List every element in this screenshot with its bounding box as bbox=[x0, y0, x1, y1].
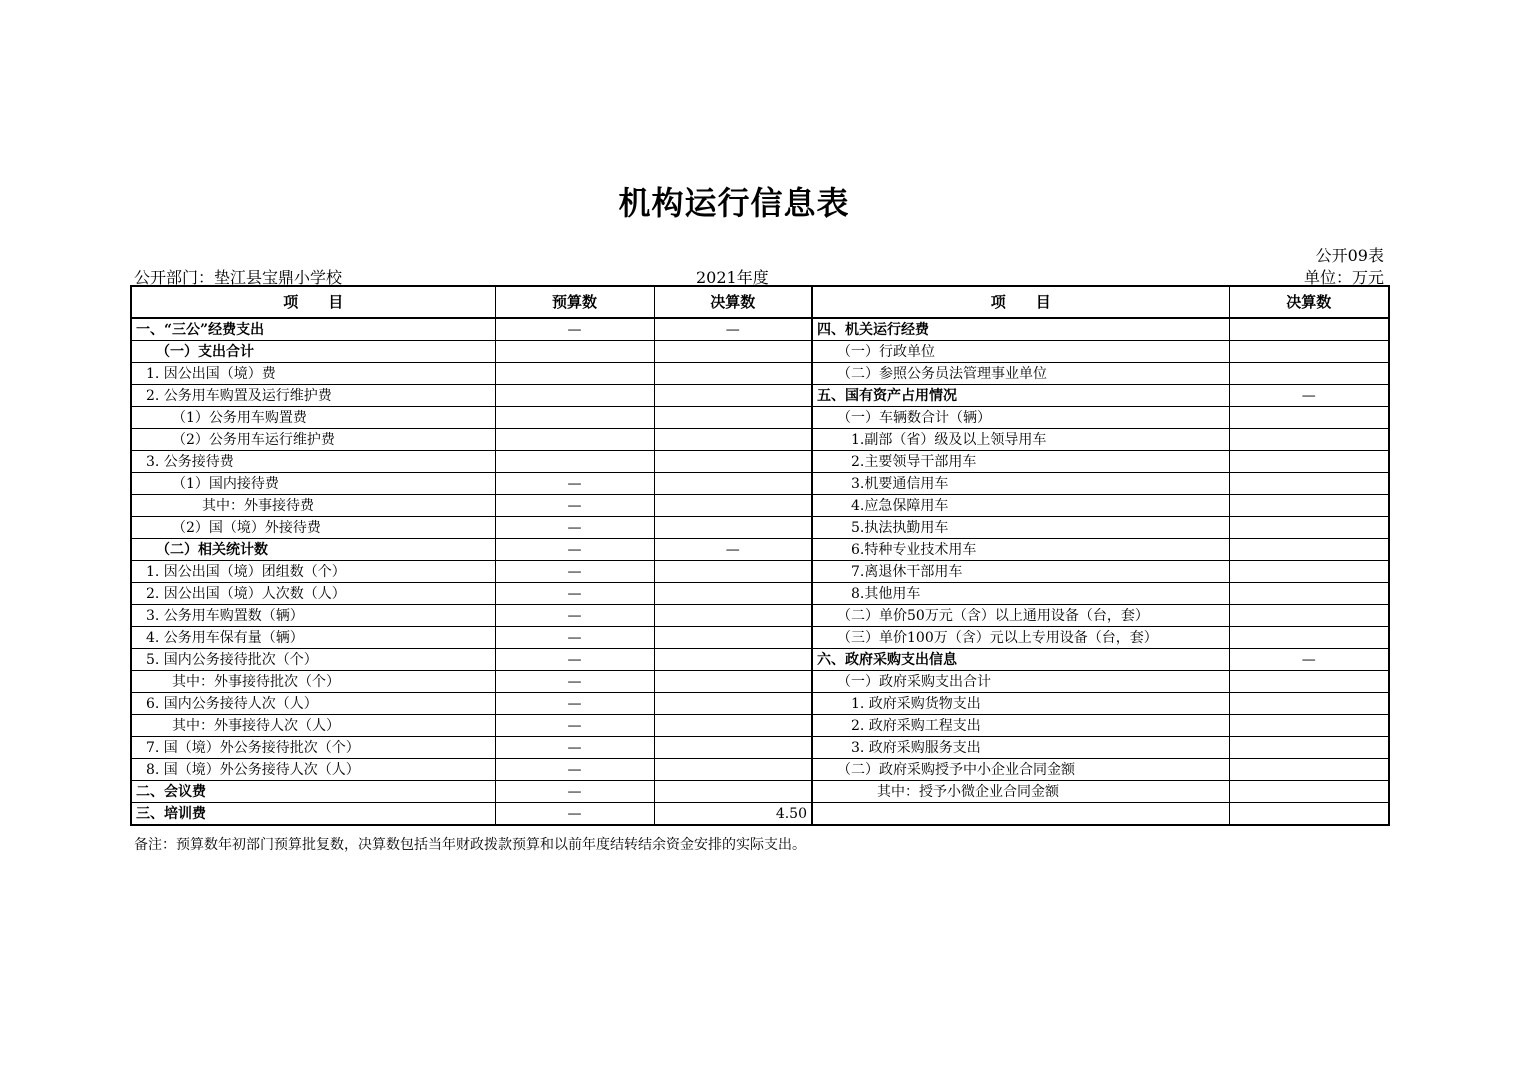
header-row bbox=[131, 286, 1389, 318]
final-cell bbox=[654, 737, 812, 759]
budget-cell bbox=[495, 407, 654, 429]
right-final-cell bbox=[1229, 759, 1389, 781]
final-cell bbox=[654, 671, 812, 693]
right-item-cell: 1.副部（省）级及以上领导用车 bbox=[812, 429, 1229, 451]
final-cell bbox=[654, 781, 812, 803]
final-cell bbox=[654, 693, 812, 715]
right-item-cell: 3.机要通信用车 bbox=[812, 473, 1229, 495]
table-row bbox=[131, 385, 1389, 407]
budget-cell: — bbox=[495, 495, 654, 517]
budget-cell: — bbox=[495, 517, 654, 539]
header-final: 决算数 bbox=[654, 286, 812, 318]
final-cell: 4.50 bbox=[654, 803, 812, 826]
final-cell bbox=[654, 759, 812, 781]
left-item-cell: （2）公务用车运行维护费 bbox=[131, 429, 495, 451]
table-row bbox=[131, 627, 1389, 649]
header-right-item: 项 目 bbox=[812, 286, 1229, 318]
right-item-cell: （二）单价50万元（含）以上通用设备（台，套） bbox=[812, 605, 1229, 627]
budget-cell: — bbox=[495, 693, 654, 715]
table-row bbox=[131, 517, 1389, 539]
budget-cell: — bbox=[495, 803, 654, 826]
right-item-cell: 六、政府采购支出信息 bbox=[812, 649, 1229, 671]
budget-cell: — bbox=[495, 627, 654, 649]
final-cell bbox=[654, 605, 812, 627]
right-final-cell bbox=[1229, 495, 1389, 517]
right-item-cell: （一）政府采购支出合计 bbox=[812, 671, 1229, 693]
table-row bbox=[131, 803, 1389, 826]
budget-cell: — bbox=[495, 561, 654, 583]
final-cell bbox=[654, 517, 812, 539]
left-item-cell: 一、“三公”经费支出 bbox=[131, 318, 495, 341]
table-row bbox=[131, 737, 1389, 759]
final-cell bbox=[654, 407, 812, 429]
budget-cell: — bbox=[495, 318, 654, 341]
table-row bbox=[131, 715, 1389, 737]
table-row bbox=[131, 429, 1389, 451]
left-item-cell: 其中：外事接待批次（个） bbox=[131, 671, 495, 693]
final-cell bbox=[654, 583, 812, 605]
final-cell bbox=[654, 363, 812, 385]
left-item-cell: 6. 国内公务接待人次（人） bbox=[131, 693, 495, 715]
table-row bbox=[131, 407, 1389, 429]
right-final-cell bbox=[1229, 318, 1389, 341]
right-item-cell: 2. 政府采购工程支出 bbox=[812, 715, 1229, 737]
table-row bbox=[131, 539, 1389, 561]
right-item-cell: 其中：授予小微企业合同金额 bbox=[812, 781, 1229, 803]
page-title: 机构运行信息表 bbox=[618, 184, 850, 222]
fiscal-year: 2021年度 bbox=[696, 268, 769, 287]
budget-cell: — bbox=[495, 715, 654, 737]
left-item-cell: （一）支出合计 bbox=[131, 341, 495, 363]
right-final-cell bbox=[1229, 407, 1389, 429]
right-item-cell: 8.其他用车 bbox=[812, 583, 1229, 605]
right-item-cell: 2.主要领导干部用车 bbox=[812, 451, 1229, 473]
footnote: 备注：预算数年初部门预算批复数，决算数包括当年财政拨款预算和以前年度结转结余资金安排的实际支出。 bbox=[134, 837, 806, 853]
header-right-final: 决算数 bbox=[1229, 286, 1389, 318]
right-final-cell bbox=[1229, 341, 1389, 363]
final-cell bbox=[654, 649, 812, 671]
department-label: 公开部门：垫江县宝鼎小学校 bbox=[134, 268, 343, 287]
final-cell: — bbox=[654, 539, 812, 561]
left-item-cell: 三、培训费 bbox=[131, 803, 495, 826]
right-item-cell: （三）单价100万（含）元以上专用设备（台，套） bbox=[812, 627, 1229, 649]
header-budget: 预算数 bbox=[495, 286, 654, 318]
right-item-cell bbox=[812, 803, 1229, 826]
left-item-cell: 1. 因公出国（境）费 bbox=[131, 363, 495, 385]
right-item-cell: 5.执法执勤用车 bbox=[812, 517, 1229, 539]
budget-cell bbox=[495, 451, 654, 473]
left-item-cell: 1. 因公出国（境）团组数（个） bbox=[131, 561, 495, 583]
right-final-cell bbox=[1229, 605, 1389, 627]
unit-label: 单位：万元 bbox=[1303, 268, 1384, 287]
final-cell bbox=[654, 451, 812, 473]
right-item-cell: 1. 政府采购货物支出 bbox=[812, 693, 1229, 715]
budget-cell: — bbox=[495, 605, 654, 627]
right-final-cell bbox=[1229, 473, 1389, 495]
right-final-cell bbox=[1229, 737, 1389, 759]
right-final-cell bbox=[1229, 539, 1389, 561]
table-row bbox=[131, 341, 1389, 363]
right-item-cell: 4.应急保障用车 bbox=[812, 495, 1229, 517]
budget-cell bbox=[495, 385, 654, 407]
header-left-item: 项 目 bbox=[131, 286, 495, 318]
budget-cell: — bbox=[495, 539, 654, 561]
right-item-cell: 四、机关运行经费 bbox=[812, 318, 1229, 341]
right-final-cell bbox=[1229, 363, 1389, 385]
right-item-cell: 五、国有资产占用情况 bbox=[812, 385, 1229, 407]
left-item-cell: 二、会议费 bbox=[131, 781, 495, 803]
left-item-cell: 其中：外事接待费 bbox=[131, 495, 495, 517]
budget-cell: — bbox=[495, 737, 654, 759]
left-item-cell: 3. 公务用车购置数（辆） bbox=[131, 605, 495, 627]
left-item-cell: 4. 公务用车保有量（辆） bbox=[131, 627, 495, 649]
left-item-cell: （2）国（境）外接待费 bbox=[131, 517, 495, 539]
table-row bbox=[131, 649, 1389, 671]
form-code: 公开09表 bbox=[1315, 246, 1384, 265]
final-cell bbox=[654, 341, 812, 363]
final-cell bbox=[654, 473, 812, 495]
right-final-cell bbox=[1229, 517, 1389, 539]
right-final-cell bbox=[1229, 583, 1389, 605]
table-row bbox=[131, 318, 1389, 341]
budget-cell bbox=[495, 341, 654, 363]
right-final-cell: — bbox=[1229, 649, 1389, 671]
final-cell bbox=[654, 561, 812, 583]
table-row bbox=[131, 605, 1389, 627]
budget-cell: — bbox=[495, 473, 654, 495]
table-row bbox=[131, 693, 1389, 715]
budget-cell: — bbox=[495, 649, 654, 671]
table-row bbox=[131, 561, 1389, 583]
table-row bbox=[131, 583, 1389, 605]
budget-cell: — bbox=[495, 781, 654, 803]
budget-cell: — bbox=[495, 583, 654, 605]
left-item-cell: 8. 国（境）外公务接待人次（人） bbox=[131, 759, 495, 781]
final-cell: — bbox=[654, 318, 812, 341]
right-final-cell bbox=[1229, 671, 1389, 693]
table-row bbox=[131, 451, 1389, 473]
table-row bbox=[131, 671, 1389, 693]
right-final-cell bbox=[1229, 715, 1389, 737]
right-item-cell: （二）政府采购授予中小企业合同金额 bbox=[812, 759, 1229, 781]
table-row bbox=[131, 473, 1389, 495]
final-cell bbox=[654, 627, 812, 649]
final-cell bbox=[654, 385, 812, 407]
table-row bbox=[131, 363, 1389, 385]
left-item-cell: （二）相关统计数 bbox=[131, 539, 495, 561]
right-item-cell: 3. 政府采购服务支出 bbox=[812, 737, 1229, 759]
left-item-cell: 其中：外事接待人次（人） bbox=[131, 715, 495, 737]
table-row bbox=[131, 495, 1389, 517]
budget-cell: — bbox=[495, 671, 654, 693]
left-item-cell: 2. 公务用车购置及运行维护费 bbox=[131, 385, 495, 407]
budget-cell bbox=[495, 363, 654, 385]
right-final-cell bbox=[1229, 451, 1389, 473]
left-item-cell: （1）公务用车购置费 bbox=[131, 407, 495, 429]
right-item-cell: （一）车辆数合计（辆） bbox=[812, 407, 1229, 429]
right-item-cell: 6.特种专业技术用车 bbox=[812, 539, 1229, 561]
left-item-cell: 3. 公务接待费 bbox=[131, 451, 495, 473]
right-final-cell bbox=[1229, 429, 1389, 451]
final-cell bbox=[654, 429, 812, 451]
right-item-cell: 7.离退休干部用车 bbox=[812, 561, 1229, 583]
left-item-cell: （1）国内接待费 bbox=[131, 473, 495, 495]
left-item-cell: 5. 国内公务接待批次（个） bbox=[131, 649, 495, 671]
right-item-cell: （二）参照公务员法管理事业单位 bbox=[812, 363, 1229, 385]
right-item-cell: （一）行政单位 bbox=[812, 341, 1229, 363]
final-cell bbox=[654, 715, 812, 737]
right-final-cell bbox=[1229, 561, 1389, 583]
right-final-cell bbox=[1229, 627, 1389, 649]
right-final-cell: — bbox=[1229, 385, 1389, 407]
final-cell bbox=[654, 495, 812, 517]
budget-cell bbox=[495, 429, 654, 451]
right-final-cell bbox=[1229, 781, 1389, 803]
right-final-cell bbox=[1229, 693, 1389, 715]
budget-cell: — bbox=[495, 759, 654, 781]
info-table bbox=[130, 285, 1390, 826]
table-row bbox=[131, 759, 1389, 781]
left-item-cell: 2. 因公出国（境）人次数（人） bbox=[131, 583, 495, 605]
left-item-cell: 7. 国（境）外公务接待批次（个） bbox=[131, 737, 495, 759]
right-final-cell bbox=[1229, 803, 1389, 826]
table-row bbox=[131, 781, 1389, 803]
